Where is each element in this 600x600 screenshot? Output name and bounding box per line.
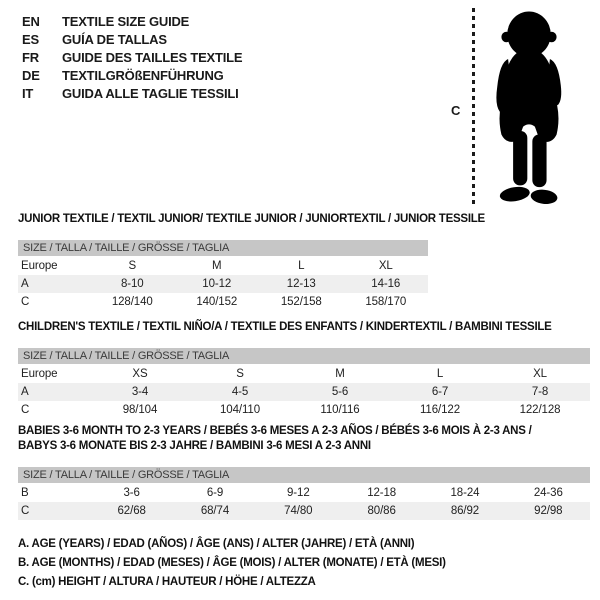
table-row — [18, 383, 590, 401]
row-label: Europe — [21, 368, 58, 380]
language-code: DE — [22, 68, 40, 83]
footnote-b: B. AGE (MONTHS) / EDAD (MESES) / ÂGE (MOIS) / ALTER (MONATE) / ETÀ (MESI) — [18, 557, 446, 569]
language-row — [22, 49, 242, 67]
language-row — [22, 85, 242, 103]
row-label: A — [21, 278, 29, 290]
footnote-c: C. (cm) HEIGHT / ALTURA / HAUTEUR / HÖHE / ALTEZZA — [18, 576, 316, 588]
row-label: B — [21, 487, 29, 499]
size-cell: 116/122 — [419, 404, 461, 416]
size-cell: 140/152 — [196, 296, 238, 308]
size-cell: 158/170 — [365, 296, 407, 308]
size-cell: 128/140 — [111, 296, 153, 308]
section-title: CHILDREN'S TEXTILE / TEXTIL NIÑO/A / TEXTILE DES ENFANTS / KINDERTEXTIL / BAMBINI TESSILE — [18, 321, 552, 333]
size-cell: S — [236, 368, 244, 380]
row-label: Europe — [21, 260, 58, 272]
footnote-a: A. AGE (YEARS) / EDAD (AÑOS) / ÂGE (ANS) / ALTER (JAHRE) / ETÀ (ANNI) — [18, 538, 415, 550]
size-cell: M — [212, 260, 222, 272]
size-cell: 9-12 — [287, 487, 310, 499]
table-row — [18, 401, 590, 419]
size-cell: L — [436, 368, 444, 380]
language-row — [22, 31, 242, 49]
size-cell: 86/92 — [450, 505, 480, 517]
size-header-bar: SIZE / TALLA / TAILLE / GRÖSSE / TAGLIA — [18, 240, 428, 256]
size-cell: 122/128 — [519, 404, 561, 416]
table-row — [18, 502, 590, 520]
size-cell: 80/86 — [367, 505, 396, 517]
language-code: IT — [22, 86, 34, 101]
table-row — [18, 484, 590, 502]
section-babies-textile — [18, 424, 590, 520]
size-cell: 92/98 — [534, 505, 563, 517]
size-cell: 8-10 — [120, 278, 144, 290]
size-header-bar: SIZE / TALLA / TAILLE / GRÖSSE / TAGLIA — [18, 348, 590, 364]
size-cell: 152/158 — [280, 296, 322, 308]
section-title: BABIES 3-6 MONTH TO 2-3 YEARS / BEBÉS 3-6 MESES A 2-3 AÑOS / BÉBÉS 3-6 MOIS À 2-3 ANS / — [18, 425, 532, 437]
size-cell: 24-36 — [533, 487, 563, 499]
language-label: GUÍA DE TALLAS — [62, 32, 167, 47]
size-cell: 74/80 — [284, 505, 313, 517]
row-label: A — [21, 386, 29, 398]
size-table — [18, 484, 590, 520]
language-label: GUIDA ALLE TAGLIE TESSILI — [62, 86, 239, 101]
size-cell: S — [128, 260, 137, 272]
size-cell: L — [298, 260, 305, 272]
table-row — [18, 365, 590, 383]
language-code: EN — [22, 14, 40, 29]
section-title-line2: BABYS 3-6 MONATE BIS 2-3 JAHRE / BAMBINI 3-6 MESI A 2-3 ANNI — [18, 440, 371, 452]
row-label: C — [21, 505, 30, 517]
language-row — [22, 13, 242, 31]
language-list — [22, 13, 242, 103]
table-row — [18, 275, 428, 293]
language-row — [22, 67, 242, 85]
size-cell: XL — [378, 260, 393, 272]
size-cell: 3-6 — [123, 487, 140, 499]
size-cell: XL — [533, 368, 547, 380]
size-table — [18, 257, 428, 311]
height-measure-line — [472, 8, 475, 206]
language-label: GUIDE DES TAILLES TEXTILE — [62, 50, 243, 65]
size-cell: 98/104 — [122, 404, 158, 416]
table-row — [18, 293, 428, 311]
size-cell: 62/68 — [117, 505, 146, 517]
toddler-silhouette-image — [483, 8, 575, 210]
size-table — [18, 365, 590, 419]
size-cell: 12-18 — [367, 487, 397, 499]
size-cell: 3-4 — [131, 386, 149, 398]
size-cell: 14-16 — [371, 278, 401, 290]
legend-footnotes — [18, 535, 446, 592]
size-cell: 4-5 — [231, 386, 249, 398]
size-cell: XS — [132, 368, 148, 380]
row-label: C — [21, 296, 30, 308]
language-label: TEXTILE SIZE GUIDE — [62, 14, 190, 29]
size-cell: 18-24 — [450, 487, 480, 499]
size-cell: 6-9 — [206, 487, 224, 499]
size-header-bar: SIZE / TALLA / TAILLE / GRÖSSE / TAGLIA — [18, 467, 590, 483]
table-row — [18, 257, 428, 275]
size-cell: 5-6 — [331, 386, 349, 398]
language-code: ES — [22, 32, 39, 47]
size-cell: 6-7 — [431, 386, 449, 398]
row-label: C — [21, 404, 30, 416]
size-cell: 12-13 — [286, 278, 316, 290]
language-code: FR — [22, 50, 39, 65]
size-cell: M — [335, 368, 345, 380]
size-cell: 104/110 — [219, 404, 261, 416]
size-cell: 110/116 — [320, 404, 360, 416]
section-title: JUNIOR TEXTILE / TEXTIL JUNIOR/ TEXTILE JUNIOR / JUNIORTEXTIL / JUNIOR TESSILE — [18, 213, 485, 225]
size-cell: 10-12 — [202, 278, 232, 290]
language-label: TEXTILGRÖßENFÜHRUNG — [62, 68, 224, 83]
size-cell: 7-8 — [531, 386, 549, 398]
section-junior-textile — [18, 212, 485, 311]
size-cell: 68/74 — [200, 505, 230, 517]
section-childrens-textile — [18, 320, 590, 419]
height-measure-label: C — [451, 103, 461, 118]
